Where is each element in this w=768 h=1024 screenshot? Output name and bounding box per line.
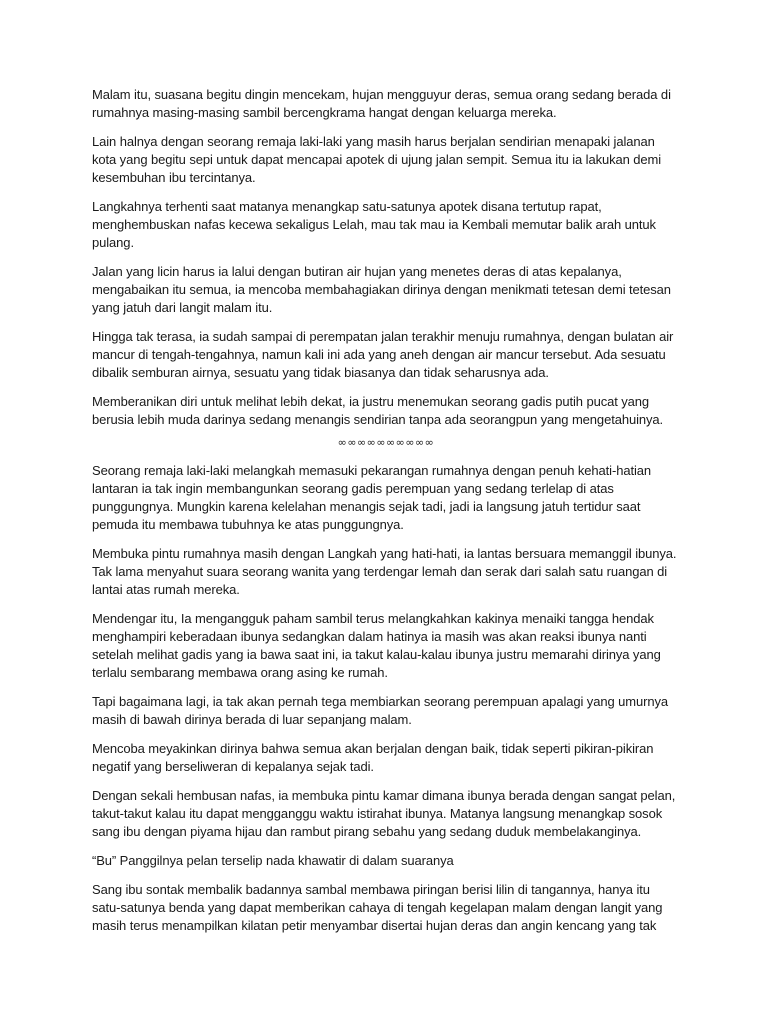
paragraph: Sang ibu sontak membalik badannya sambal membawa piringan berisi lilin di tangannya, hanya itu satu-satunya benda yang dapat memberikan cahaya di tengah kegelapan malam dengan langit yang masih terus menampilkan kilatan petir menyambar disertai hujan deras dan angin kencang yang tak <box>92 882 663 933</box>
document-page <box>92 86 680 946</box>
paragraph: Memberanikan diri untuk melihat lebih dekat, ia justru menemukan seorang gadis putih pucat yang berusia lebih muda darinya sedang menangis sendirian tanpa ada seorangpun yang mengetahuinya. <box>92 394 664 427</box>
paragraph: Malam itu, suasana begitu dingin mencekam, hujan mengguyur deras, semua orang sedang berada di rumahnya masing-masing sambil bercengkrama hangat dengan keluarga mereka. <box>92 87 671 120</box>
paragraph: Mendengar itu, Ia mengangguk paham sambil terus melangkahkan kakinya menaiki tangga hendak menghampiri keberadaan ibunya sedangkan dalam hatinya ia masih was akan reaksi ibunya nanti setelah melihat gadis yang ia bawa saat ini, ia takut kalau-kalau ibunya justru memarahi dirinya yang terlalu sembarang membawa orang asing ke rumah. <box>92 611 661 680</box>
paragraph: Dengan sekali hembusan nafas, ia membuka pintu kamar dimana ibunya berada dengan sangat pelan, takut-takut kalau itu dapat mengganggu waktu istirahat ibunya. Matanya langsung menangkap sosok sang ibu dengan piyama hijau dan rambut pirang sebahu yang sedang duduk membelakanginya. <box>92 788 676 839</box>
paragraph: Tapi bagaimana lagi, ia tak akan pernah tega membiarkan seorang perempuan apalagi yang umurnya masih di bawah dirinya berada di luar sepanjang malam. <box>92 694 668 727</box>
paragraph: Mencoba meyakinkan dirinya bahwa semua akan berjalan dengan baik, tidak seperti pikiran-pikiran negatif yang berseliweran di kepalanya sejak tadi. <box>92 741 654 774</box>
paragraph: Langkahnya terhenti saat matanya menangkap satu-satunya apotek disana tertutup rapat, menghembuskan nafas kecewa sekaligus Lelah, mau tak mau ia Kembali memutar balik arah untuk pulang. <box>92 199 656 250</box>
paragraph: Jalan yang licin harus ia lalui dengan butiran air hujan yang menetes deras di atas kepalanya, mengabaikan itu semua, ia mencoba membahagiakan dirinya dengan menikmati tetesan demi tetesan yang jatuh dari langit malam itu. <box>92 264 671 315</box>
paragraph: Hingga tak terasa, ia sudah sampai di perempatan jalan terakhir menuju rumahnya, dengan bulatan air mancur di tengah-tengahnya, namun kali ini ada yang aneh dengan air mancur tersebut. Ada sesuatu dibalik semburan airnya, sesuatu yang tidak biasanya dan tidak seharusnya ada. <box>92 329 674 380</box>
paragraph: Lain halnya dengan seorang remaja laki-laki yang masih harus berjalan sendirian menapaki jalanan kota yang begitu sepi untuk dapat mencapai apotek di ujung jalan sempit. Semua itu ia lakukan demi kesembuhan ibu tercintanya. <box>92 134 662 185</box>
paragraph: “Bu” Panggilnya pelan terselip nada khawatir di dalam suaranya <box>92 853 454 868</box>
paragraph: Seorang remaja laki-laki melangkah memasuki pekarangan rumahnya dengan penuh kehati-hatian lantaran ia tak ingin membangunkan seorang gadis perempuan yang sedang terlelap di atas punggungnya. Mungkin karena kelelahan menangis sejak tadi, jadi ia langsung jatuh tertidur saat pemuda itu membawa tubuhnya ke atas punggungnya. <box>92 463 652 532</box>
paragraph: Membuka pintu rumahnya masih dengan Langkah yang hati-hati, ia lantas bersuara memanggil ibunya. Tak lama menyahut suara seorang wanita yang terdengar lemah dan serak dari salah satu ruangan di lantai atas rumah mereka. <box>92 546 677 597</box>
section-divider: ∞∞∞∞∞∞∞∞∞∞ <box>337 436 435 449</box>
